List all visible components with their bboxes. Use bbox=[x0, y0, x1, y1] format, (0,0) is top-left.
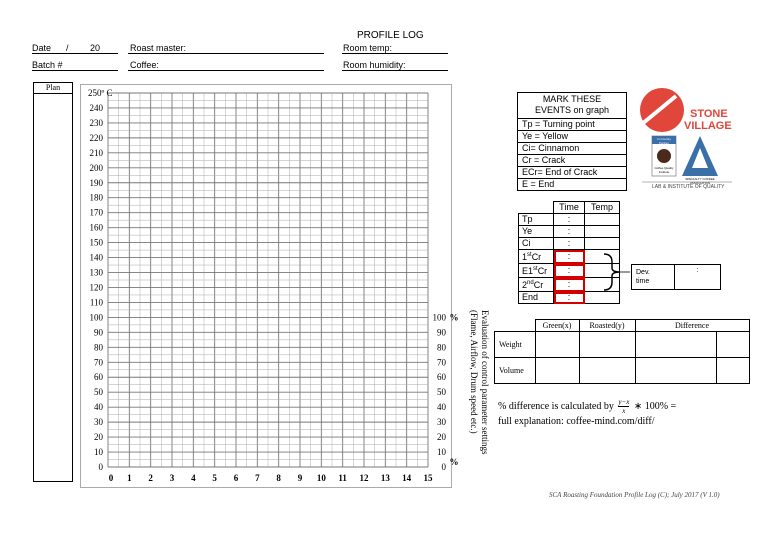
y-tick-label: 130 bbox=[89, 267, 103, 278]
date-year: 20 bbox=[90, 43, 101, 53]
weight-green-cell[interactable] bbox=[535, 332, 579, 358]
formula-numerator: y−x bbox=[618, 398, 630, 406]
y-tick-label: 200 bbox=[89, 162, 103, 173]
dev-time-label-2: time bbox=[636, 278, 650, 285]
y-tick-label: 210 bbox=[89, 147, 103, 158]
formula-fraction bbox=[618, 398, 629, 415]
room-temp-label: Room temp: bbox=[343, 43, 393, 53]
graph-grid bbox=[108, 93, 428, 467]
temp-cell[interactable] bbox=[585, 214, 620, 226]
right-axis-label-line1: Evaluation of control parameter settings bbox=[480, 310, 490, 455]
event-item: Cr = Crack bbox=[518, 154, 626, 166]
roast-master-label: Roast master: bbox=[130, 43, 187, 53]
formula-suffix: ∗ 100% = bbox=[633, 400, 677, 412]
right-tick-label: 20 bbox=[437, 432, 446, 443]
graph-labels bbox=[88, 88, 459, 483]
right-tick-label: 0 bbox=[441, 462, 446, 472]
formula-explanation[interactable]: full explanation: coffee-mind.com/diff/ bbox=[498, 416, 655, 427]
right-tick-label: 10 bbox=[437, 447, 446, 458]
right-tick-label: 100 bbox=[432, 312, 446, 323]
y-tick-label: 180 bbox=[89, 192, 103, 203]
percent-top-label: % bbox=[449, 312, 459, 323]
y-tick-label: 10 bbox=[94, 447, 103, 458]
footer-note: SCA Roasting Foundation Profile Log (C); July 2017 (V 1.0) bbox=[549, 491, 720, 499]
right-tick-label: 30 bbox=[437, 417, 446, 428]
x-tick-label: 7 bbox=[255, 473, 260, 483]
brace-icon bbox=[602, 252, 632, 292]
x-tick-label: 6 bbox=[233, 473, 239, 483]
y-tick-label: 150 bbox=[89, 237, 103, 248]
y-tick-label: 100 bbox=[89, 312, 103, 323]
right-tick-label: 60 bbox=[437, 372, 446, 383]
y-tick-label: 30 bbox=[94, 417, 103, 428]
event-item: E = End bbox=[518, 178, 626, 190]
y-tick-label: 220 bbox=[89, 132, 103, 143]
y-tick-label: 50 bbox=[94, 387, 103, 398]
x-tick-label: 15 bbox=[423, 473, 433, 483]
row-weight: Weight bbox=[495, 332, 536, 358]
y-tick-label: 140 bbox=[89, 252, 103, 263]
col-temp: Temp bbox=[585, 202, 620, 214]
logo-brand-2: VILLAGE bbox=[684, 120, 732, 132]
date-label: Date bbox=[32, 43, 52, 53]
logo-brand bbox=[684, 108, 732, 132]
date-slash: / bbox=[66, 43, 69, 53]
time-cell[interactable]: : bbox=[554, 250, 585, 264]
y-tick-label: 40 bbox=[94, 402, 103, 413]
time-cell[interactable]: : bbox=[554, 214, 585, 226]
page-title: PROFILE LOG bbox=[357, 30, 424, 41]
right-tick-label: 40 bbox=[437, 402, 446, 413]
x-tick-label: 2 bbox=[148, 473, 153, 483]
row-label: E1stCr bbox=[519, 264, 554, 278]
x-tick-label: 11 bbox=[338, 473, 347, 483]
formula-denominator: x bbox=[622, 407, 626, 415]
volume-roasted-cell[interactable] bbox=[579, 358, 635, 384]
col-time: Time bbox=[554, 202, 585, 214]
batch-label: Batch # bbox=[32, 60, 63, 70]
weight-percent-cell[interactable] bbox=[716, 332, 749, 358]
difference-table bbox=[494, 319, 750, 384]
right-tick-label: 80 bbox=[437, 342, 446, 353]
events-title-line2: EVENTS on graph bbox=[534, 105, 610, 115]
stone-village-logo bbox=[632, 86, 747, 196]
x-tick-label: 8 bbox=[276, 473, 281, 483]
dev-time-label bbox=[636, 268, 650, 286]
y-tick-label: 120 bbox=[89, 282, 103, 293]
time-cell[interactable]: : bbox=[554, 292, 585, 304]
volume-percent-cell[interactable] bbox=[716, 358, 749, 384]
y-tick-label: 160 bbox=[89, 222, 103, 233]
y-tick-label: 110 bbox=[89, 297, 103, 308]
weight-difference-cell[interactable] bbox=[635, 332, 716, 358]
time-cell[interactable]: : bbox=[554, 226, 585, 238]
temp-cell[interactable] bbox=[585, 292, 620, 304]
y-tick-label: 240 bbox=[89, 102, 103, 113]
col-green: Green(x) bbox=[535, 320, 579, 332]
x-tick-label: 12 bbox=[359, 473, 369, 483]
x-tick-label: 13 bbox=[380, 473, 390, 483]
col-roasted: Roasted(y) bbox=[579, 320, 635, 332]
y-tick-label: 0 bbox=[98, 462, 103, 472]
x-tick-label: 1 bbox=[127, 473, 132, 483]
dev-time-value[interactable]: : bbox=[674, 265, 720, 289]
y-tick-label: 190 bbox=[89, 177, 103, 188]
volume-difference-cell[interactable] bbox=[635, 358, 716, 384]
row-label: 2ndCr bbox=[519, 278, 554, 292]
weight-roasted-cell[interactable] bbox=[579, 332, 635, 358]
event-item: ECr= End of Crack bbox=[518, 166, 626, 178]
y-tick-label: 170 bbox=[89, 207, 103, 218]
x-tick-label: 10 bbox=[316, 473, 326, 483]
x-tick-label: 0 bbox=[108, 473, 114, 483]
right-tick-label: 50 bbox=[437, 387, 446, 398]
logo-sub: LAB & INSTITUTE OF QUALITY bbox=[652, 184, 725, 190]
event-item: Tp = Turning point bbox=[518, 118, 626, 130]
events-title bbox=[518, 93, 626, 118]
row-label: Tp bbox=[519, 214, 554, 226]
event-item: Ye = Yellow bbox=[518, 130, 626, 142]
percent-bottom-label: % bbox=[449, 457, 459, 467]
y-tick-label: 230 bbox=[89, 117, 103, 128]
y-tick-label: 60 bbox=[94, 372, 103, 383]
y-tick-label: 70 bbox=[94, 357, 103, 368]
temp-cell[interactable] bbox=[585, 226, 620, 238]
formula-prefix: % difference is calculated by bbox=[498, 400, 614, 412]
volume-green-cell[interactable] bbox=[535, 358, 579, 384]
x-tick-label: 3 bbox=[169, 473, 175, 483]
dev-time-label-1: Dev. bbox=[636, 269, 650, 276]
formula-line bbox=[498, 398, 676, 415]
row-label: Ye bbox=[519, 226, 554, 238]
x-tick-label: 5 bbox=[212, 473, 217, 483]
temp-cell[interactable] bbox=[585, 238, 620, 250]
events-box bbox=[517, 92, 627, 191]
logo-brand-1: STONE bbox=[690, 108, 728, 120]
logo-badge-2: SPECIALTY COFFEE ASSOCIATION bbox=[685, 177, 715, 185]
time-cell[interactable]: : bbox=[554, 278, 585, 292]
plan-label: Plan bbox=[34, 83, 72, 94]
right-tick-label: 70 bbox=[437, 357, 446, 368]
y-tick-label: 80 bbox=[94, 342, 103, 353]
right-axis-label bbox=[460, 310, 490, 480]
x-tick-label: 14 bbox=[402, 473, 412, 483]
events-title-line1: MARK THESE bbox=[542, 94, 602, 104]
coffee-label: Coffee: bbox=[130, 60, 159, 70]
logo-badge-top: In Country Partner bbox=[657, 137, 671, 145]
room-humidity-label: Room humidity: bbox=[343, 60, 406, 70]
logo-badge-1: Coffee Quality Institute bbox=[654, 166, 674, 174]
col-difference: Difference bbox=[635, 320, 749, 332]
right-tick-label: 90 bbox=[437, 327, 446, 338]
x-tick-label: 4 bbox=[191, 473, 196, 483]
row-label: Ci bbox=[519, 238, 554, 250]
time-cell[interactable]: : bbox=[554, 238, 585, 250]
time-cell[interactable]: : bbox=[554, 264, 585, 278]
dev-time-box bbox=[631, 264, 721, 290]
row-label: 1stCr bbox=[519, 250, 554, 264]
y-tick-label: 250º C bbox=[88, 88, 113, 98]
right-axis-label-line2: (Flame, Airflow, Drum speed etc.) bbox=[469, 310, 479, 434]
row-volume: Volume bbox=[495, 358, 536, 384]
y-tick-label: 90 bbox=[94, 327, 103, 338]
event-item: Ci= Cinnamon bbox=[518, 142, 626, 154]
y-tick-label: 20 bbox=[94, 432, 103, 443]
x-tick-label: 9 bbox=[297, 473, 303, 483]
row-label: End bbox=[519, 292, 554, 304]
